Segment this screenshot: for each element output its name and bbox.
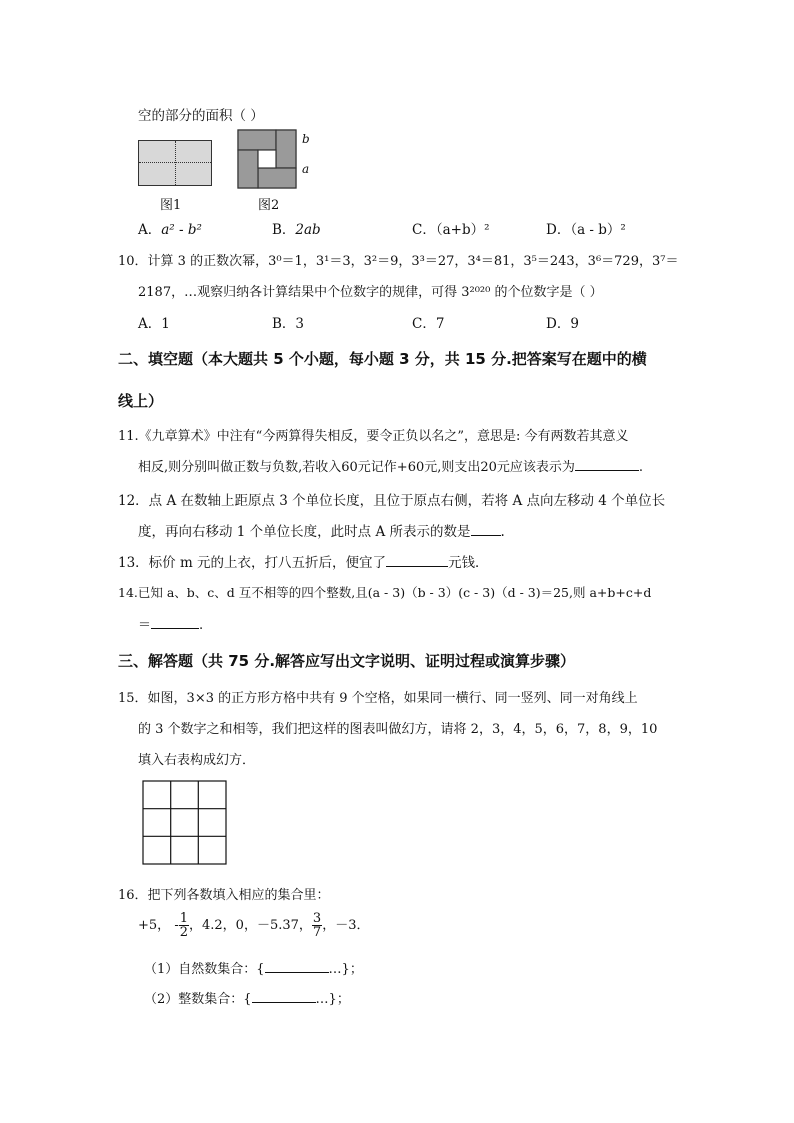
q11-answer-blank[interactable] — [575, 456, 639, 471]
q10-option-a: A．1 — [138, 316, 170, 332]
q15-line-2: 的 3 个数字之和相等，我们把这样的图表叫做幻方，请将 2，3，4，5，6，7，8，9，10 — [138, 722, 658, 737]
q10-line-2: 2187，…观察归纳各计算结果中个位数字的规律，可得 3²⁰²⁰ 的个位数字是（ ） — [138, 285, 603, 300]
figure-2-label-a: a — [302, 162, 310, 176]
q15-line-1: 15．如图，3×3 的正方形方格中共有 9 个空格，如果同一横行、同一竖列、同一对角线上 — [118, 691, 638, 706]
q10-option-c: C．7 — [412, 316, 445, 332]
section-3-heading: 三、解答题（共 75 分.解答应写出文字说明、证明过程或演算步骤） — [118, 652, 576, 670]
q12-line-2: 度，再向右移动 1 个单位长度，此时点 A 所表示的数是 . — [138, 520, 505, 540]
q14-line-1: 14.已知 a、b、c、d 互不相等的四个整数,且(a - 3)（b - 3）(c - 3)（d - 3)＝25,则 a+b+c+d — [118, 585, 652, 600]
q10-option-d: D．9 — [546, 316, 579, 332]
q14-answer-blank[interactable] — [151, 614, 199, 629]
q9-option-b: B．2ab — [272, 222, 321, 238]
q16-integer-set: （2）整数集合：{ …}； — [144, 988, 350, 1007]
q12-line-1: 12．点 A 在数轴上距原点 3 个单位长度，且位于原点右侧，若将 A 点向左移动 4 个单位长 — [118, 493, 666, 509]
q9-tail-text: 空的部分的面积（ ） — [138, 108, 264, 124]
figure-2-caption: 图2 — [258, 198, 280, 213]
section-2-heading-line-1: 二、填空题（本大题共 5 个小题，每小题 3 分，共 15 分.把答案写在题中的横 — [118, 350, 647, 368]
section-2-heading-line-2: 线上） — [118, 392, 164, 410]
q16-line-1: 16．把下列各数填入相应的集合里： — [118, 888, 330, 903]
q11-line-1: 11.《九章算术》中注有“今两算得失相反，要令正负以名之”，意思是: 今有两数若其意义 — [118, 429, 629, 444]
q11-line-2: 相反,则分别叫做正数与负数,若收入60元记作+60元,则支出20元应该表示为 . — [138, 456, 643, 475]
fraction-one-half: $\frac{1}{2}$ — [179, 911, 188, 940]
q9-option-a: A．a² - b² — [138, 222, 202, 238]
q16-number-list: +5， - $\frac{1}{2}$ ，4.2，0，－5.37， $\frac{3}{7}$ ，－3． — [138, 911, 370, 940]
q15-line-3: 填入右表构成幻方． — [138, 753, 256, 768]
q14-line-2: ＝ . — [138, 614, 203, 633]
figure-2-square-diagram — [236, 128, 300, 190]
q16-integer-blank[interactable] — [252, 988, 316, 1003]
q16-natural-number-set: （1）自然数集合：{ …}； — [144, 958, 363, 977]
q13-answer-blank[interactable] — [386, 552, 448, 567]
q12-answer-blank[interactable] — [471, 521, 501, 536]
q9-option-c: C．（a+b）² — [412, 222, 490, 238]
q10-line-1: 10．计算 3 的正数次幂，3⁰＝1，3¹＝3，3²＝9，3³＝27，3⁴＝81，3⁵＝243，3⁶＝729，3⁷＝ — [118, 254, 679, 269]
q9-option-d: D．（a - b）² — [546, 222, 626, 238]
fraction-three-sevenths: $\frac{3}{7}$ — [312, 911, 322, 940]
figure-1-caption: 图1 — [160, 198, 182, 213]
q13-line: 13．标价 m 元的上衣，打八五折后，便宜了 元钱． — [118, 551, 489, 571]
magic-square-grid — [142, 780, 228, 866]
figure-1-rectangle — [138, 140, 212, 186]
figure-2-label-b: b — [302, 132, 310, 146]
q16-natural-blank[interactable] — [265, 958, 329, 973]
q10-option-b: B．3 — [272, 316, 305, 332]
